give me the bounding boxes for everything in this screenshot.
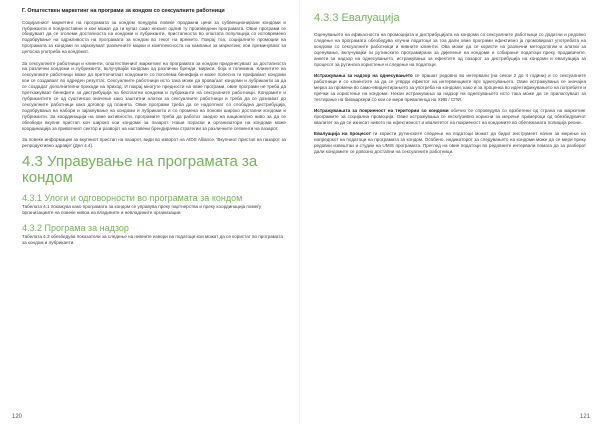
paragraph-behavior-surveys xyxy=(314,73,586,103)
body-text: ги користи рутинските следење на податоци можат да бидат инструмент начин за мерење на напредокот на податоци на програмата за кондом. Особено, индикаторот за следувањето на кондоми може да се мери преку редовни извештаи и студии на UMIS програмата. Преглед на овие податоци во редовните интервали помага да за разберат дали кондомите се довозно достапни на сексуалните работници. xyxy=(314,131,586,154)
paragraph: Социјалниот маркетинг на програмата за кондом понудува повеќе продажни цени за субвенционирани кондоми и лубриканти и поедноставни и кои можат да ги купат само некоил одлив ту произведени програмата. Овие програми се обидуваат да се зголеми достапноста на кондоми и лубриканти, пристапноста во општата популација со истовремено подобрување на одржливоста на програмата за кондом во текот на времето. Покрај тоа, социјалните промоции на програмата за кондоми ги зајакнуваат различните марки и комплексноста на кампањи за маркетинг, кои преминуваат за целосна употреба на кондомот. xyxy=(22,19,286,55)
subsection-text-1: Табелата 4.1 покажува како програмата за кондом се управува преку партнерства и преку координација помеѓу организациите на повеќе нивоа на владините и невладините организации. xyxy=(22,204,262,216)
page-number: 121 xyxy=(579,414,590,420)
right-page xyxy=(300,0,600,424)
lead-text: Истражувања за надзор на однесувањето xyxy=(314,72,413,78)
section-title: 4.3 Управување на програмата за кондом xyxy=(22,153,258,187)
subsection-title-1: 4.3.1 Улоги и одговорности во програмата за кондом xyxy=(22,193,243,204)
body-text: обично се спроведува со врзбетени од страна на маркетинг програмите за социјална промоција. Овие истражувања се ексклузивно корисни за мерење примероци од обезбедувачот квалитет за да се изнесат нивото на ефективност и квалитетот на покриеност на кондомите во обележаната полиција реони. xyxy=(314,107,586,125)
paragraph: Оценувањето на ефикасноста на промоцијата и дистрибуцијата на кондоми со сексуалните работници со додатни и редовно следење на програмата обезбедува клучни податоци за тоа дали овие програми ефективно ја промовираат употребата на кондоми со сексуалните работници и нивните клиенти. Ова може да се користи на различни методологии и алатки за оценување, вклучувајќи ги рутинските програмирани за дијелење на кондоми и собирање податоци преку продавачите, анкети за надзор на однесувањето, истражувања за ефектите од пазарот за дистрибуција на кондоми и евалуација за процесот за рутинска користење и следење на податоци. xyxy=(314,32,586,67)
paragraph-coverage-surveys xyxy=(314,108,586,126)
body-text: се прашат редовно во интервали (на секои 2 до 4 години) и со сексуалните работници и со клиентите за да се утврди ефектот на интервенциите врз однесувањето. Овие истражувања се значајна мерка за промени во само-евидентирањето за употреба на кондоми, како и за проценка во идентификувањето на потребите и пречки за користење на кондоми. Некои истражувања за надзор на однесувањето исто така може да се прилагоуваат за тестирање на биомаркери со кои се мери преваленца на ХИВ / СПИ. xyxy=(314,72,586,102)
paragraph: За сексуалните работници и клиенти, општествениот маркетинг на програмата за кондом придонесуваат за достапноста на различни кондоми и лубриканти, вклучувајќи кондоми од различни бренди, мириси, боја и големина. Клиентите на сексуалните работници може да претпочитаат кондомите со поголема бенефија и може полесно ги прифаќаат кондоми кои се создаваат во одреден резултат. Сексуалните работници исто така може да проваѓаат кондоми и лубриканти за да се создадат дополнителни приходи на приход. И покрај многуте предности на овие програми, овие програми не треба да преткажуваат бенефити за дистрибуција на бесплатни кондоми и лубриканти на сексуалните работници. Кондомите и лубрикантите се од суштинско значење како заштитни алатки за сексуалните работници и треба да се дознават до сексуалните работници како договор од планета. Овие програми треба да се надоплнат со слободна дистрибуција, подобрувања на набори и зајакнување на кондоми и лубриканти и со промена на понови широко достапни кондоми и лубриканти. За координација на овие активности, програмите треба да работат заедно на национално ниво за да се обезбеди вкупни пристап кон широко кои кондоми за пазарот. Наши пораски и организатори на кондоми може координација за приватниот сектор и развојот на наставени брендирачки стратегии за различните сегменти на пазарот. xyxy=(22,60,286,131)
section-title: 4.3.3 Евалуација xyxy=(314,12,400,24)
lead-text: Истражувањата за покриеност на територии со кондоми xyxy=(314,107,449,113)
lead-text: Евалуација на процесот xyxy=(314,131,371,137)
page-number: 120 xyxy=(12,414,23,420)
paragraph-process-evaluation xyxy=(314,131,586,155)
paragraph: За повеќе информации за вкупниот пристап на пазарот, види во изворот на AIDS Alliance, 'Вкупниот пристап на пазарот за репродуктивно здравје' (Дел 4.4). xyxy=(22,136,286,148)
subsection-title-2: 4.3.2 Програма за надзор xyxy=(22,223,129,234)
subsection-heading: Г. Општествен маркетинг на програми за кондом со сексуалните работници xyxy=(22,8,225,14)
subsection-text-2: Табелата 4.3 обезбедува показатели за следење на нивните извори на податоци кои можат да се користат во програмата за кондом и лубриканти. xyxy=(22,234,283,245)
